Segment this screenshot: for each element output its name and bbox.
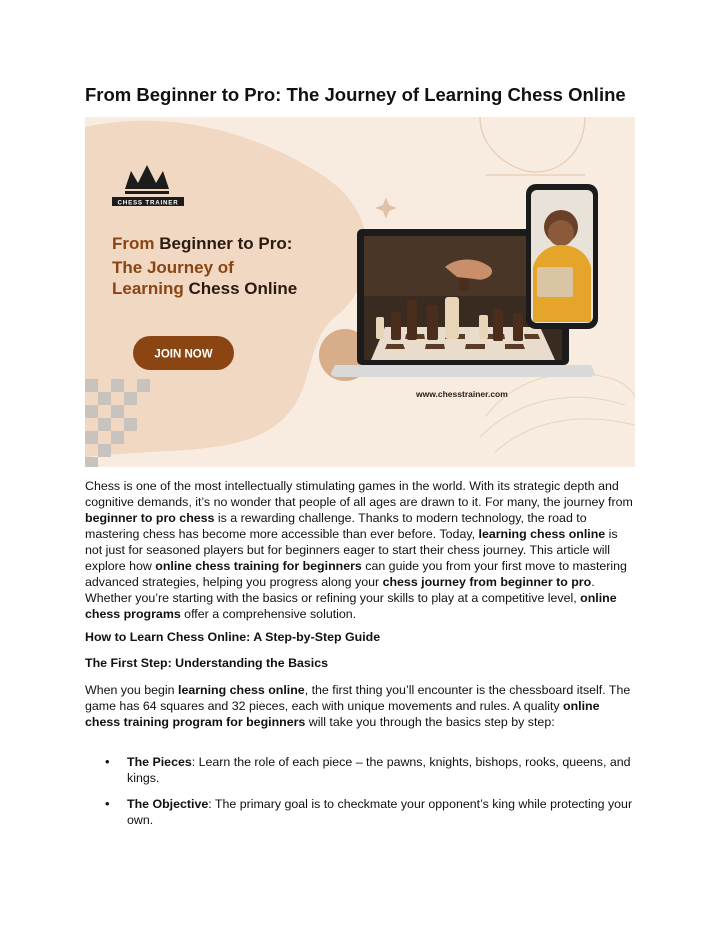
banner-headline-1b: Beginner to Pro:: [159, 234, 293, 253]
list-item: • The Objective: The primary goal is to checkmate your opponent’s king while protecting your own.: [105, 796, 633, 827]
svg-text:Learning Chess Online: [112, 279, 297, 298]
join-now-button[interactable]: [133, 336, 234, 370]
banner-headline-3a: Learning: [112, 279, 189, 298]
phone-illustration: [526, 184, 598, 329]
intro-paragraph: Chess is one of the most intellectually stimulating games in the world. With its strategic depth and cognitive demands, it’s no wonder that people of all ages are drawn to it. For many, the journey from beginner to pro chess is a rewarding challenge. Thanks to modern technology, the road to mastering chess has become more accessible than ever before. Today, learning chess online is not just for seasoned players but for beginners eager to start their chess journey. This article will explore how online chess training for beginners can guide you from your first move to mastering advanced strategies, helping you progress along your chess journey from beginner to pro. Whether you’re starting with the basics or refining your skills to play at a competitive level, online chess programs offer a comprehensive solution.: [85, 479, 633, 621]
basics-list: [85, 754, 637, 828]
banner-website: www.chesstrainer.com: [416, 389, 508, 399]
svg-text:From Beginner to Pro:: [112, 234, 292, 253]
banner-headline-1a: From: [112, 234, 160, 253]
hero-banner: [85, 117, 635, 467]
sparkle-icon: [375, 197, 397, 219]
list-item: • The Pieces: Learn the role of each piece – the pawns, knights, bishops, rooks, queens, and kings.: [105, 754, 631, 785]
section-heading-basics: The First Step: Understanding the Basics: [85, 656, 329, 670]
banner-headline-2: The Journey of: [112, 258, 234, 277]
bullet-icon: •: [105, 754, 110, 769]
section-heading-guide: How to Learn Chess Online: A Step-by-Step Guide: [85, 630, 381, 644]
svg-text:JOIN NOW: JOIN NOW: [154, 348, 213, 361]
page-title: From Beginner to Pro: The Journey of Learning Chess Online: [85, 84, 626, 105]
banner-headline-3b: Chess Online: [188, 279, 298, 298]
basics-paragraph: When you begin learning chess online, the first thing you’ll encounter is the chessboard itself. The game has 64 squares and 32 pieces, each with unique movements and rules. A quality online chess training program for beginners will take you through the basics step by step:: [85, 683, 631, 729]
bullet-icon: •: [105, 796, 110, 811]
logo-text: CHESS TRAINER: [117, 199, 179, 207]
